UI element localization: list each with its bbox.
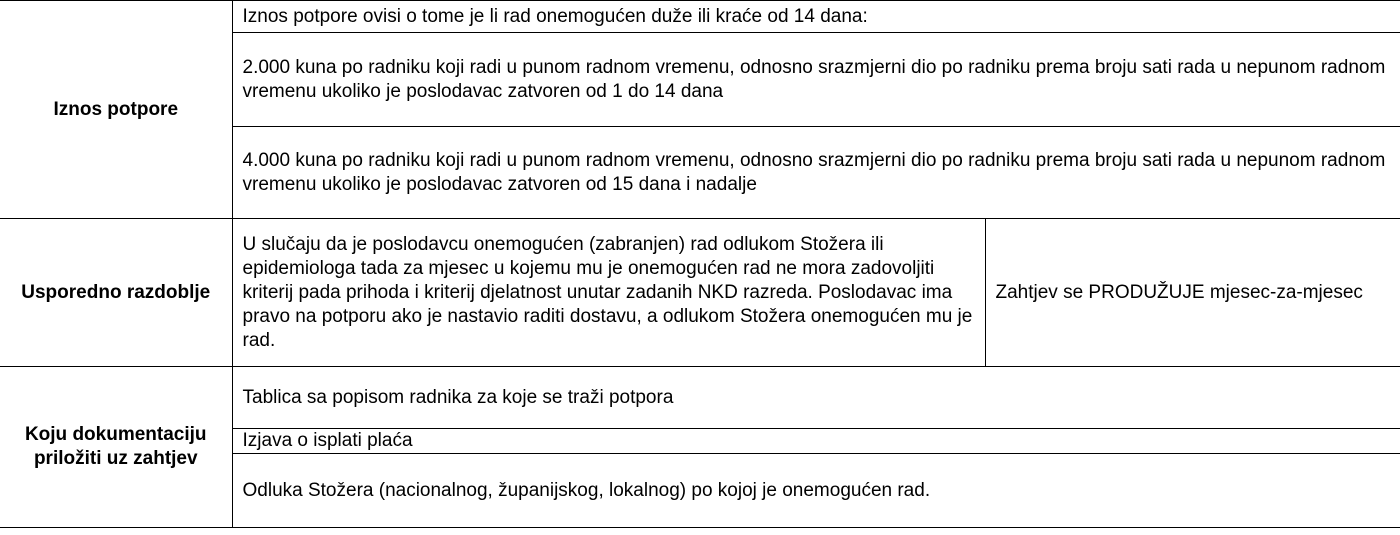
table-row [0, 219, 1400, 367]
amount-intro-cell: Iznos potpore ovisi o tome je li rad onemogućen duže ili kraće od 14 dana: [232, 1, 1400, 33]
document-item-cell: Odluka Stožera (nacionalnog, županijskog, lokalnog) po kojoj je onemogućen rad. [232, 454, 1400, 528]
section-heading-documents: Koju dokumentaciju priložiti uz zahtjev [0, 367, 232, 528]
amount-option-cell: 4.000 kuna po radniku koji radi u punom radnom vremenu, odnosno srazmjerni dio po radniku prema broju sati rada u nepunom radnom vremenu ukoliko je poslodavac zatvoren od 15 dana i nadalje [232, 127, 1400, 219]
table-row [0, 367, 1400, 429]
period-description-cell: U slučaju da je poslodavcu onemogućen (zabranjen) rad odlukom Stožera ili epidemiologa tada za mjesec u kojemu mu je onemogućen rad ne mora zadovoljiti kriterij pada prihoda i kriterij djelatnost unutar zadanih NKD razreda. Poslodavac ima pravo na potporu ako je nastavio raditi dostavu, a odlukom Stožera onemogućen mu je rad. [232, 219, 985, 367]
section-heading-amount: Iznos potpore [0, 1, 232, 219]
document-item-cell: Izjava o isplati plaća [232, 429, 1400, 454]
table-row [0, 1, 1400, 33]
document-item-cell: Tablica sa popisom radnika za koje se traži potpora [232, 367, 1400, 429]
period-note-cell: Zahtjev se PRODUŽUJE mjesec-za-mjesec [985, 219, 1400, 367]
section-heading-period: Usporedno razdoblje [0, 219, 232, 367]
amount-option-cell: 2.000 kuna po radniku koji radi u punom radnom vremenu, odnosno srazmjerni dio po radniku prema broju sati rada u nepunom radnom vremenu ukoliko je poslodavac zatvoren od 1 do 14 dana [232, 33, 1400, 127]
